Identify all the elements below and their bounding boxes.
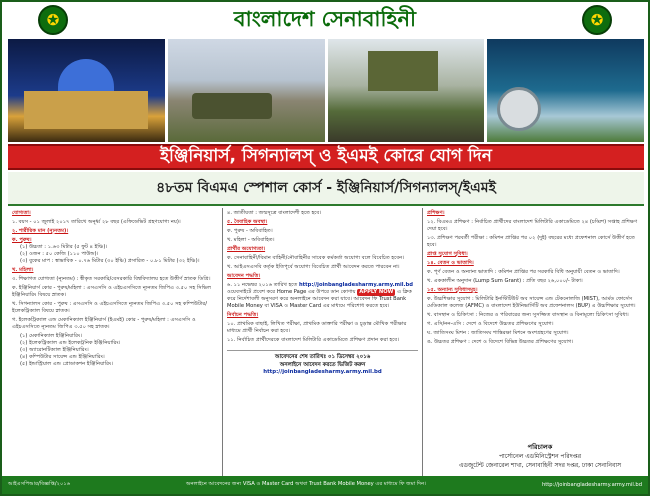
- apply-now-button[interactable]: APPLY NOW: [359, 289, 394, 295]
- apply-link[interactable]: http://joinbangladesharmy.army.mil.bd: [298, 282, 413, 288]
- footer-link[interactable]: http://joinbangladesharmy.army.mil.bd: [541, 482, 642, 488]
- ineligibility-1: ক. সেনাবাহিনী/বিমান বাহিনী/নৌবাহিনীর সাবেক কর্মকর্তা অযোগ্য বলে বিবেচিত হবেন।: [227, 255, 405, 261]
- footer: [2, 476, 648, 494]
- deadline-text: আবেদনের শেষ তারিখঃ ০১ ডিসেম্বর ২০১৬: [274, 354, 371, 360]
- male-status: ক. পুরুষ - অবিবাহিত।: [227, 228, 273, 234]
- education-text: ৩. শিক্ষাগত যোগ্যতা (ন্যূনতম) : স্বীকৃত সরকারি/বেসরকারি বিশ্ববিদ্যালয় হতে উত্তীর্ণ স্নাতক ডিগ্রি।: [12, 276, 211, 282]
- selection-2: ১১. নির্বাচিত প্রার্থীদেরকে বাংলাদেশ মিলিটারি একাডেমিতে প্রশিক্ষণ প্রদান করা হবে।: [227, 337, 400, 343]
- content-columns: [8, 208, 644, 480]
- engineers-photo: [168, 39, 325, 142]
- apply-text-1: ৬. ১১ নভেম্বর ২০১৬ তারিখ হতে: [227, 282, 298, 288]
- column-application: [223, 208, 423, 480]
- section-heading: প্রশিক্ষণ।: [427, 210, 445, 216]
- benefit-2: খ. বাসস্থান ও চিকিৎসা : নিজের ও পরিবারের জন্য সুসজ্জিত বাসস্থান ও বিনামূল্যে চিকিৎসা সুবিধা।: [427, 312, 629, 318]
- training-2: ১৩. প্রশিক্ষণ পরবর্তী পরীক্ষা : কমিশন প্রাপ্তির পর ০২ (দুই) বছরের মধ্যে প্রফেশনাল কোর্সে উত্তীর্ণ হতে হবে।: [427, 235, 635, 248]
- signature-address: এডজুটেন্ট জেনারেল শাখা, সেনাবাহিনী সদর দপ্তর, ঢাকা সেনানিবাস: [458, 462, 622, 469]
- page-title: বাংলাদেশ সেনাবাহিনী: [233, 5, 417, 31]
- visit-text: অনলাইনে আবেদন করতে ভিজিট করুন: [279, 361, 366, 368]
- selection-1: ১০. প্রাথমিক বাছাই, লিখিত পরীক্ষা, প্রাথমিক ডাক্তারি পরীক্ষা ও চূড়ান্ত মৌখিক পরীক্ষার মাধ্যমে প্রার্থী নির্বাচন করা হবে।: [227, 321, 407, 334]
- benefit-5: ঙ. উচ্চতর প্রশিক্ষণ : দেশে ও বিদেশে বিভিন্ন উচ্চতর প্রশিক্ষণের সুযোগ।: [427, 339, 574, 345]
- building-photo: [8, 39, 165, 142]
- army-emblem-icon: ✪: [38, 5, 68, 35]
- section-heading: যোগ্যতা।: [12, 210, 31, 216]
- footer-payment: অনলাইনে আবেদনের জন্য VISA ও Master Card অথবা Trust Bank Mobile Money এর মাধ্যমে ফি জমা দিন।: [186, 481, 427, 487]
- signals-photo: [487, 39, 644, 142]
- list-item: (১) উচ্চতা : ১.৬৩ মিটার (৫ ফুট ৪ ইঞ্চি)।: [20, 244, 108, 250]
- list-item: (২) ওজন : ৫০ কেজি (১১০ পাউন্ড)।: [20, 251, 99, 257]
- sub-banner: ৪৮তম বিএমএ স্পেশাল কোর্স - ইঞ্জিনিয়ার্স/সিগন্যালস্/ইএমই: [8, 172, 644, 206]
- section-heading: ৫. বৈবাহিক অবস্থা।: [227, 219, 268, 225]
- apply-text-2: ওয়েবসাইটে প্রবেশ করে Home Page এর উপরে ডান কোণায়: [227, 289, 356, 295]
- section-heading: নির্বাচন পদ্ধতি।: [227, 312, 259, 318]
- sub-heading: খ. মহিলা।: [12, 267, 34, 273]
- soldiers-photo: [328, 39, 485, 142]
- sub-heading: ১৫. অন্যান্য সুবিধাসমূহ।: [427, 287, 478, 293]
- benefit-1: ক. উচ্চশিক্ষার সুযোগ : মিলিটারি ইনস্টিটিউট অব সায়েন্স এন্ড টেকনোলজি (MIST), আর্মড ফোর্সেস মেডিক্যাল কলেজ (AFMC) ও বাংলাদেশ ইউনিভার্সিটি অব প্রফেশনালস (BUP) এ উচ্চশিক্ষার সুযোগ।: [427, 296, 636, 309]
- signature-title: পরিচালক: [527, 443, 553, 451]
- footer-ref: আইএসপিআর/বিজ্ঞপ্তি/২০১৬: [8, 481, 71, 487]
- eme-text: গ. ইলেকট্রিক্যাল এন্ড মেকানিক্যাল ইঞ্জিনিয়ার্স (ইএমই) কোর - পুরুষ/মহিলা : এসএসসি ও এইচএসসিতে ন্যূনতম জিপিএ ৩.৫০ সহ স্নাতক।: [12, 317, 196, 330]
- column-eligibility: [8, 208, 223, 480]
- list-item: (২) ইলেকট্রিক্যাল এন্ড ইলেকট্রনিক ইঞ্জিনিয়ারিং।: [20, 340, 121, 346]
- signature-dept: পার্সোনেল এডমিনিস্ট্রেশন পরিদপ্তর: [498, 453, 582, 460]
- photo-strip: [8, 39, 644, 142]
- list-item: (১) মেকানিক্যাল ইঞ্জিনিয়ারিং।: [20, 333, 83, 339]
- deadline-notice: [227, 350, 418, 377]
- section-heading: আবেদন পদ্ধতি।: [227, 273, 261, 279]
- female-status: খ. মহিলা - অবিবাহিত।: [227, 237, 275, 243]
- benefit-3: গ. এসি/নন-এসি : দেশে ও বিদেশে উচ্চতর প্রশিক্ষণের সুযোগ।: [427, 321, 554, 327]
- sub-heading: ক. পুরুষ।: [12, 237, 32, 243]
- age-text: ১. বয়স - ০১ জুলাই ২০১৭ তারিখে অনূর্ধ্ব ২৮ বছর (এফিডেভিট গ্রহণযোগ্য নয়)।: [12, 219, 181, 225]
- list-item: (৩) বুকের মাপ : স্বাভাবিক - ০.৭৬ মিটার (৩০ ইঞ্চি) প্রসারিত - ০.৮১ মিটার (৩২ ইঞ্চি)।: [20, 258, 200, 264]
- training-1: ১২. বিএমএ প্রশিক্ষণ : নির্বাচিত প্রার্থীদের বাংলাদেশ মিলিটারি একাডেমিতে ২৪ (চব্বিশ) সপ্তাহ প্রশিক্ষণ দেয়া হবে।: [427, 219, 638, 232]
- list-item: (৩) অ্যারোনটিক্যাল ইঞ্জিনিয়ারিং।: [20, 347, 89, 353]
- section-heading: প্রার্থীর অযোগ্যতা।: [227, 246, 266, 252]
- signature-block: [440, 443, 640, 470]
- section-heading: ২. শারীরিক মান (ন্যূনতম)।: [12, 228, 69, 234]
- ineligibility-2: খ. আইএসএসবি কর্তৃক ইতিপূর্বে অযোগ্য বিবেচিত প্রার্থী আবেদন করতে পারবেন না।: [227, 264, 400, 270]
- sub-heading: ১৪. বেতন ও ভাতাদি।: [427, 260, 474, 266]
- engineers-text: ক. ইঞ্জিনিয়ার্স কোর - পুরুষ/মহিলা : এসএসসি ও এইচএসসিতে ন্যূনতম জিপিএ ৩.৫০ সহ সিভিল ইঞ্জিনিয়ারিং বিষয়ে স্নাতক।: [12, 285, 211, 298]
- signals-text: খ. সিগন্যালস কোর - পুরুষ : এসএসসি ও এইচএসসিতে ন্যূনতম জিপিএ ৩.৫০ সহ কম্পিউটার/ইলেকট্রিক্যাল বিষয়ে স্নাতক।: [12, 301, 208, 314]
- salary-1: ক. পূর্ণ বেতন ও অন্যান্য ভাতাদি : কমিশন প্রাপ্তির পর সরকারি বিধি অনুযায়ী বেতন ও ভাতাদি।: [427, 269, 620, 275]
- benefit-4: ঘ. জাতিসংঘ মিশন : জাতিসংঘ শান্তিরক্ষা মিশনে অংশগ্রহণের সুযোগ।: [427, 330, 569, 336]
- column-benefits: [423, 208, 644, 480]
- list-item: (৫) ইন্ডাস্ট্রিয়াল এন্ড প্রোডাকশন ইঞ্জিনিয়ারিং।: [20, 361, 114, 367]
- section-heading: প্রাপ্ত সুযোগ সুবিধা।: [427, 251, 468, 257]
- army-emblem-icon: ✪: [582, 5, 612, 35]
- nationality-text: ৪. জাতীয়তা : জন্মসূত্রে বাংলাদেশী হতে হবে।: [227, 210, 322, 216]
- main-banner: ইঞ্জিনিয়ার্স, সিগন্যালস্ ও ইএমই কোরে যোগ দিন: [8, 144, 644, 170]
- apply-text-3: এ ক্লিক করে নির্দেশাবলী অনুসরণ করে অনলাইনে আবেদন করা যাবে। আবেদন ফি Trust Bank Mobile Money বা VISA ও Master Card এর মাধ্যমে পরিশোধ করতে হবে।: [227, 289, 412, 309]
- list-item: (৪) কম্পিউটার সায়েন্স এন্ড ইঞ্জিনিয়ারিং।: [20, 354, 105, 360]
- header: [2, 2, 648, 38]
- notice-link[interactable]: http://joinbangladesharmy.army.mil.bd: [263, 369, 382, 375]
- salary-2: খ. এককালীন অনুদান (Lump Sum Grant) : প্রতি বছর ২৬,০০০/- টাকা।: [427, 278, 583, 284]
